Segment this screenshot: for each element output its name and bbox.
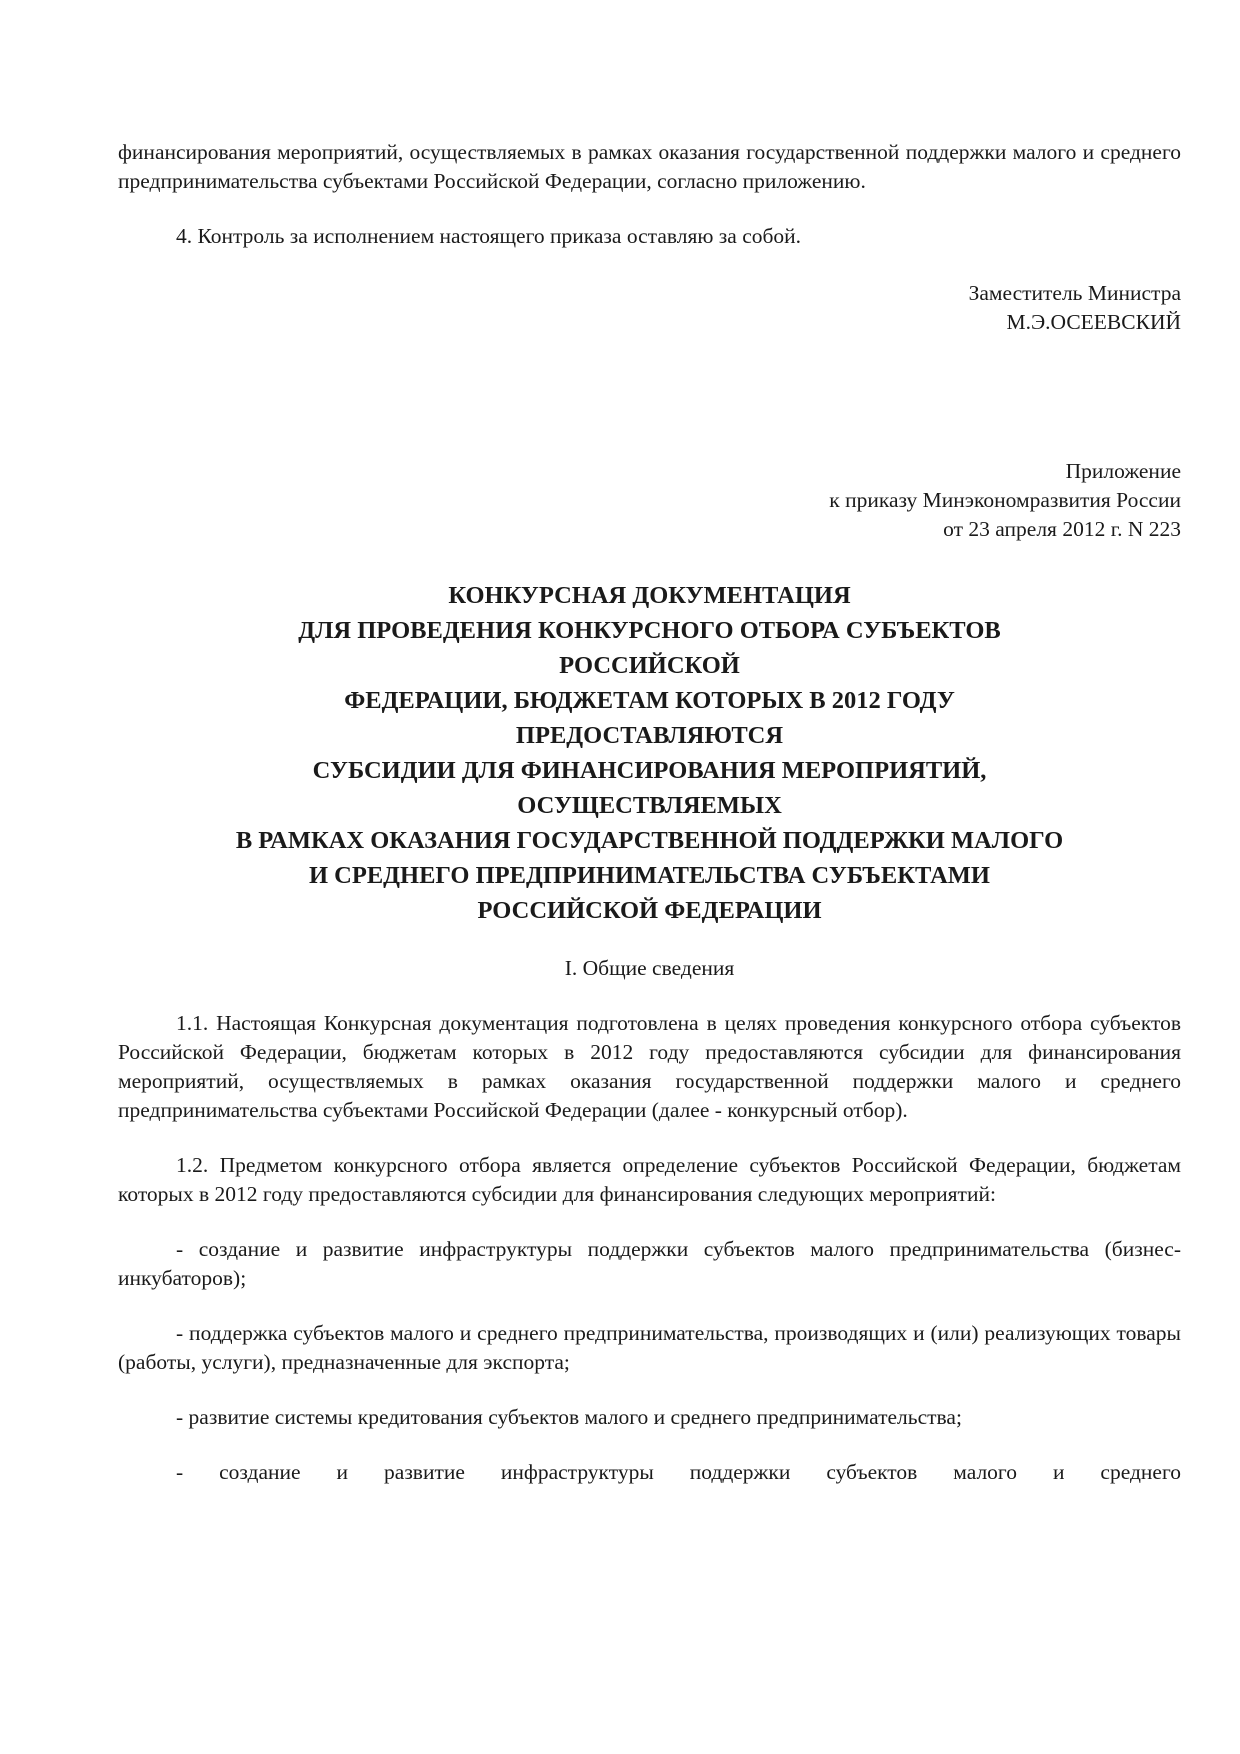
title-line: КОНКУРСНАЯ ДОКУМЕНТАЦИЯ (448, 582, 851, 609)
list-item: - развитие системы кредитования субъектов малого и среднего предпринимательства; (176, 1405, 962, 1429)
list-item: - поддержка субъектов малого и среднего предпринимательства, производящих и (или) реализующих товары (работы, услуги), предназначенные для экспорта; (118, 1321, 1181, 1374)
document-page (118, 138, 1181, 1487)
appendix-line-2: к приказу Минэкономразвития России (829, 488, 1181, 512)
title-line: В РАМКАХ ОКАЗАНИЯ ГОСУДАРСТВЕННОЙ ПОДДЕРЖКИ МАЛОГО (235, 827, 1064, 854)
title-line: СУБСИДИИ ДЛЯ ФИНАНСИРОВАНИЯ МЕРОПРИЯТИЙ, (312, 757, 987, 784)
title-line: ФЕДЕРАЦИИ, БЮДЖЕТАМ КОТОРЫХ В 2012 ГОДУ (344, 687, 955, 714)
appendix-line-3: от 23 апреля 2012 г. N 223 (943, 517, 1181, 541)
list-item: - создание и развитие инфраструктуры поддержки субъектов малого предпринимательства (бизнес-инкубаторов); (118, 1237, 1181, 1290)
title-line: ОСУЩЕСТВЛЯЕМЫХ (517, 792, 782, 819)
title-line: ДЛЯ ПРОВЕДЕНИЯ КОНКУРСНОГО ОТБОРА СУБЪЕКТОВ (298, 617, 1001, 644)
list-item: - создание и развитие инфраструктуры поддержки субъектов малого и среднего (176, 1460, 1181, 1484)
appendix-block (118, 457, 1181, 544)
appendix-line-1: Приложение (1065, 459, 1181, 483)
signature-block (118, 279, 1181, 337)
continuation-paragraph: финансирования мероприятий, осуществляемых в рамках оказания государственной поддержки малого и среднего предпринимательства субъектами Российской Федерации, согласно приложению. (118, 140, 1181, 193)
paragraph-1-2: 1.2. Предметом конкурсного отбора является определение субъектов Российской Федерации, бюджетам которых в 2012 году предоставляются субсидии для финансирования следующих мероприятий: (118, 1153, 1181, 1206)
paragraph-4: 4. Контроль за исполнением настоящего приказа оставляю за собой. (176, 224, 802, 248)
paragraph-1-1: 1.1. Настоящая Конкурсная документация подготовлена в целях проведения конкурсного отбора субъектов Российской Федерации, бюджетам которых в 2012 году предоставляются субсидии для финансирования мероприятий, осуществляемых в рамках оказания государственной поддержки малого и среднего предпринимательства субъектами Российской Федерации (далее - конкурсный отбор). (118, 1011, 1181, 1122)
title-line: ПРЕДОСТАВЛЯЮТСЯ (515, 722, 784, 749)
section-title: I. Общие сведения (564, 956, 735, 980)
title-line: РОССИЙСКОЙ (559, 652, 740, 679)
title-line: РОССИЙСКОЙ ФЕДЕРАЦИИ (477, 897, 822, 924)
signature-name: М.Э.ОСЕЕВСКИЙ (1006, 310, 1181, 334)
signature-position: Заместитель Министра (968, 281, 1181, 305)
title-line: И СРЕДНЕГО ПРЕДПРИНИМАТЕЛЬСТВА СУБЪЕКТАМИ (309, 862, 990, 889)
document-title (118, 578, 1181, 928)
